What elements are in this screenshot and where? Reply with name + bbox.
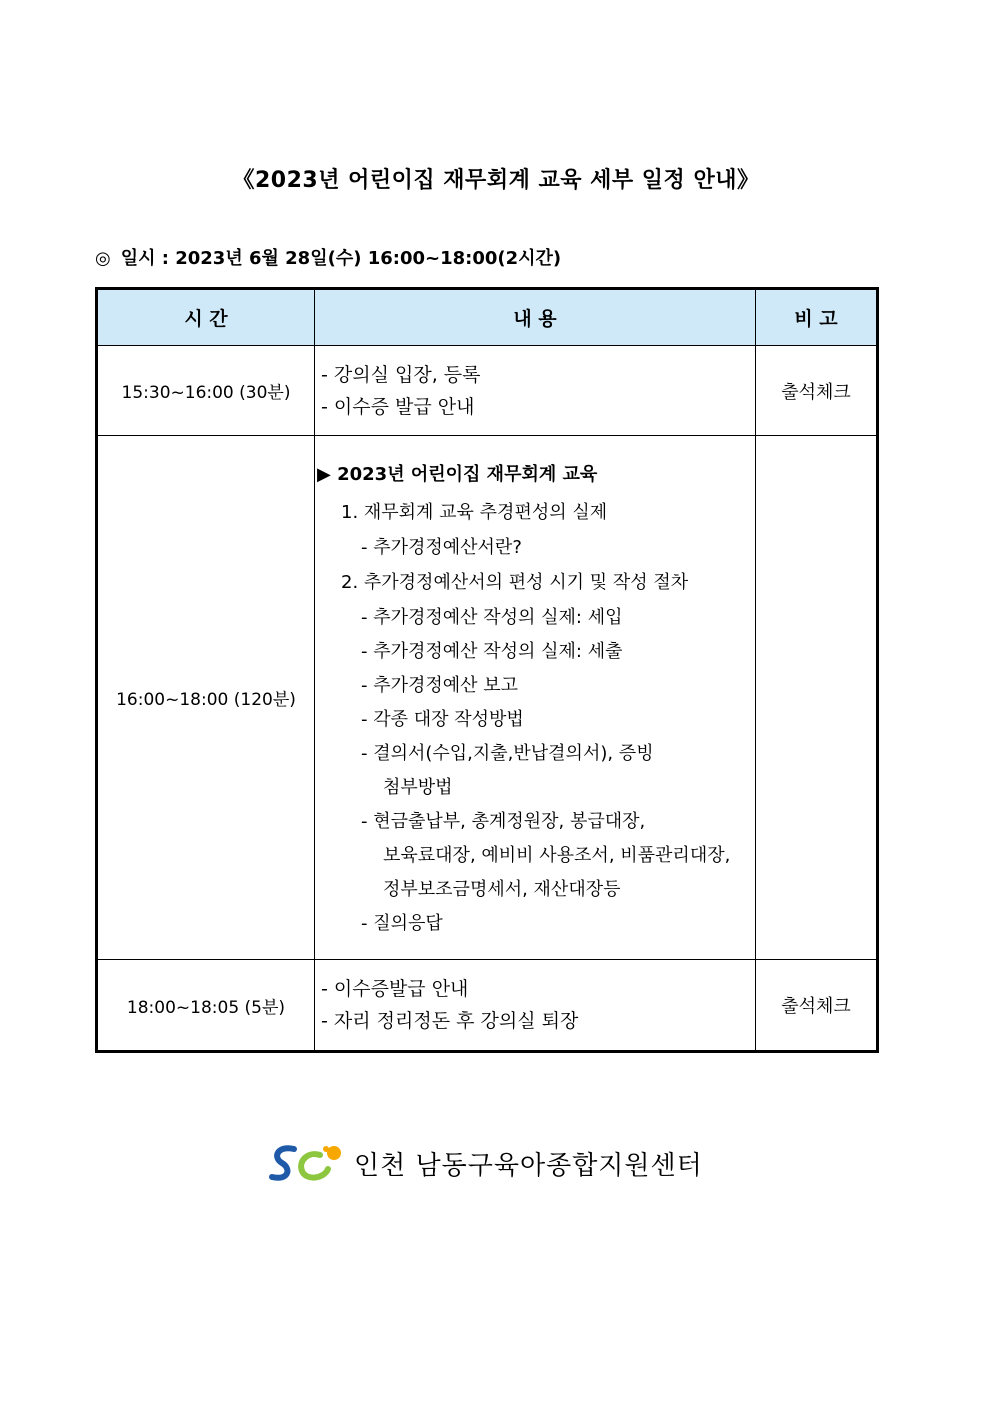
sub-item: - 결의서(수입,지출,반납결의서), 증빙 <box>361 742 654 764</box>
row-time: 15:30~16:00 (30분) <box>97 346 315 436</box>
header-time: 시 간 <box>97 289 315 346</box>
circle-mark-icon: ◎ <box>95 248 111 269</box>
sub-item: - 각종 대장 작성방법 <box>361 708 524 730</box>
table-header-row <box>97 289 878 346</box>
schedule-table <box>95 287 879 1053</box>
page-title: 《2023년 어린이집 재무회계 교육 세부 일정 안내》 <box>232 168 760 193</box>
row-note: 출석체크 <box>756 346 878 436</box>
sub-item-continuation: 첨부방법 <box>383 776 453 798</box>
content-line: - 강의실 입장, 등록 <box>321 363 481 386</box>
header-note: 비 고 <box>756 289 878 346</box>
section-heading: ▶ 2023년 어린이집 재무회계 교육 <box>317 463 598 485</box>
sub-item-continuation: 정부보조금명세서, 재산대장등 <box>383 878 621 900</box>
sub-item: - 추가경정예산 작성의 실제: 세입 <box>361 606 623 628</box>
sub-item: - 추가경정예산 작성의 실제: 세출 <box>361 640 623 662</box>
content-line: - 이수증발급 안내 <box>321 978 469 1000</box>
row-content <box>315 346 756 436</box>
row-time: 18:00~18:05 (5분) <box>97 960 315 1052</box>
row-note: 출석체크 <box>756 960 878 1052</box>
table-row <box>97 346 878 436</box>
schedule-date <box>95 244 561 270</box>
content-line: - 이수증 발급 안내 <box>321 395 475 418</box>
center-logo <box>268 1141 703 1185</box>
center-name: 인천 남동구육아종합지원센터 <box>354 1150 703 1181</box>
table-row <box>97 436 878 960</box>
sub-item: - 추가경정예산서란? <box>361 536 522 558</box>
header-content: 내 용 <box>315 289 756 346</box>
sub-item: - 질의응답 <box>361 912 443 934</box>
content-line: - 자리 정리정돈 후 강의실 퇴장 <box>321 1010 579 1032</box>
date-text: 일시 : 2023년 6월 28일(수) 16:00~18:00(2시간) <box>120 248 562 269</box>
sub-item: - 현금출납부, 총계정원장, 봉급대장, <box>361 810 646 832</box>
row-time: 16:00~18:00 (120분) <box>97 436 315 960</box>
table-row <box>97 960 878 1052</box>
sub-item: - 추가경정예산 보고 <box>361 674 519 696</box>
row-content <box>315 960 756 1052</box>
numbered-item: 1. 재무회계 교육 추경편성의 실제 <box>341 501 608 523</box>
row-note <box>756 436 878 960</box>
sub-item-continuation: 보육료대장, 예비비 사용조서, 비품관리대장, <box>383 844 731 866</box>
numbered-item: 2. 추가경정예산서의 편성 시기 및 작성 절차 <box>341 571 689 593</box>
row-content <box>315 436 756 960</box>
center-logo-icon <box>268 1141 346 1185</box>
